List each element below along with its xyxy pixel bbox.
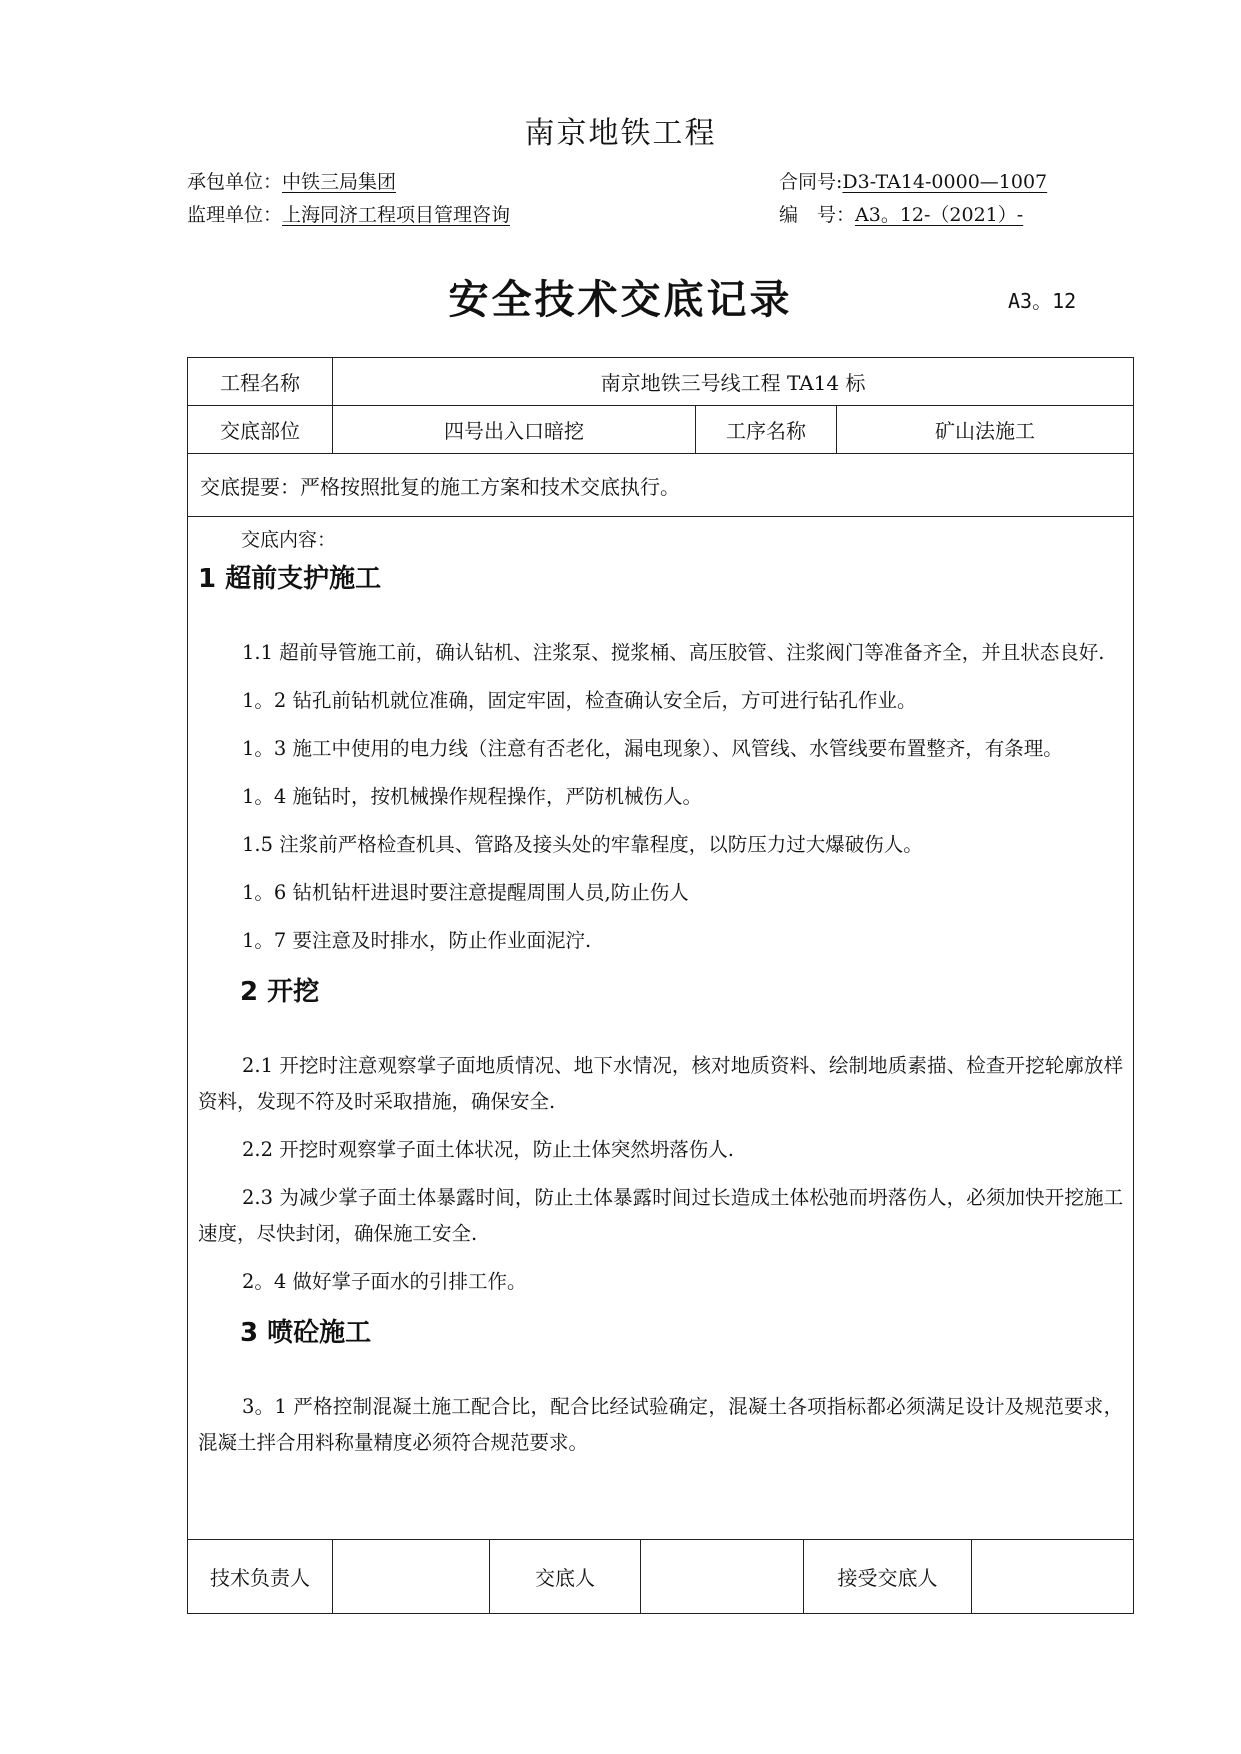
- paragraph: 1。2 钻孔前钻机就位准确，固定牢固，检查确认安全后，方可进行钻孔作业。: [242, 689, 917, 712]
- section-heading: 1 超前支护施工: [198, 564, 382, 594]
- process-label: 工序名称: [696, 406, 837, 454]
- contractor-line: [187, 167, 396, 194]
- content-label: 交底内容：: [241, 529, 337, 551]
- paragraph: 1.5 注浆前严格检查机具、管路及接头处的牢靠程度，以防压力过大爆破伤人。: [242, 833, 923, 856]
- discloser-signature[interactable]: [641, 1540, 804, 1614]
- contract-no-label: 合同号:: [779, 171, 843, 193]
- contractor-label: 承包单位：: [187, 171, 283, 193]
- location-value: 四号出入口暗挖: [333, 406, 696, 454]
- project-name-row: [188, 358, 1134, 406]
- project-name-label: 工程名称: [188, 358, 333, 406]
- section-heading: 2 开挖: [240, 977, 320, 1007]
- paragraph: 2。4 做好掌子面水的引排工作。: [242, 1270, 527, 1293]
- paragraph: 1。7 要注意及时排水，防止作业面泥泞.: [242, 929, 592, 952]
- disclosure-summary: 交底提要：严格按照批复的施工方案和技术交底执行。: [188, 454, 1134, 517]
- paragraph: 1。6 钻机钻杆进退时要注意提醒周围人员,防止伤人: [242, 881, 689, 904]
- paragraph: 1。3 施工中使用的电力线（注意有否老化，漏电现象）、风管线、水管线要布置整齐，有条理。: [242, 737, 1063, 760]
- signature-row: [188, 1540, 1134, 1614]
- project-title: 南京地铁工程: [524, 116, 717, 151]
- section-heading: 3 喷砼施工: [240, 1318, 372, 1348]
- number-value: A3。12-（2021）-: [855, 204, 1024, 226]
- disclosure-content: [188, 517, 1134, 1540]
- summary-row: [188, 454, 1134, 517]
- discloser-label: 交底人: [490, 1540, 641, 1614]
- paragraph: 1.1 超前导管施工前，确认钻机、注浆泵、搅浆桶、高压胶管、注浆阀门等准备齐全，并且状态良好.: [242, 641, 1105, 664]
- tech-lead-label: 技术负责人: [188, 1540, 333, 1614]
- paragraph: 1。4 施钻时，按机械操作规程操作，严防机械伤人。: [242, 785, 703, 808]
- supervisor-value: 上海同济工程项目管理咨询: [282, 204, 511, 226]
- content-row: [188, 517, 1134, 1540]
- location-row: [188, 406, 1134, 454]
- contract-no-value: D3-TA14-0000—1007: [842, 171, 1048, 193]
- contract-no-line: [779, 167, 1047, 194]
- paragraph: 2.1 开挖时注意观察掌子面地质情况、地下水情况，核对地质资料、绘制地质素描、检查开挖轮廓放样资料，发现不符及时采取措施，确保安全.: [198, 1054, 1124, 1113]
- paragraph: 2.3 为减少掌子面土体暴露时间，防止土体暴露时间过长造成土体松弛而坍落伤人，必须加快开挖施工速度，尽快封闭，确保施工安全.: [198, 1186, 1124, 1245]
- number-label: 编 号：: [779, 204, 856, 226]
- process-value: 矿山法施工: [837, 406, 1134, 454]
- project-name-value: 南京地铁三号线工程 TA14 标: [333, 358, 1134, 406]
- record-table: [187, 357, 1134, 1614]
- receiver-label: 接受交底人: [804, 1540, 972, 1614]
- form-code: A3。12: [1008, 289, 1077, 313]
- receiver-signature[interactable]: [972, 1540, 1134, 1614]
- document-title: 安全技术交底记录: [448, 277, 793, 323]
- supervisor-label: 监理单位：: [187, 204, 283, 226]
- tech-lead-signature[interactable]: [333, 1540, 490, 1614]
- paragraph: 2.2 开挖时观察掌子面土体状况，防止土体突然坍落伤人.: [242, 1138, 734, 1161]
- number-line: [779, 200, 1023, 227]
- location-label: 交底部位: [188, 406, 333, 454]
- supervisor-line: [187, 200, 510, 227]
- contractor-value: 中铁三局集团: [282, 171, 397, 193]
- paragraph: 3。1 严格控制混凝土施工配合比，配合比经试验确定，混凝土各项指标都必须满足设计及规范要求，混凝土拌合用料称量精度必须符合规范要求。: [198, 1395, 1124, 1454]
